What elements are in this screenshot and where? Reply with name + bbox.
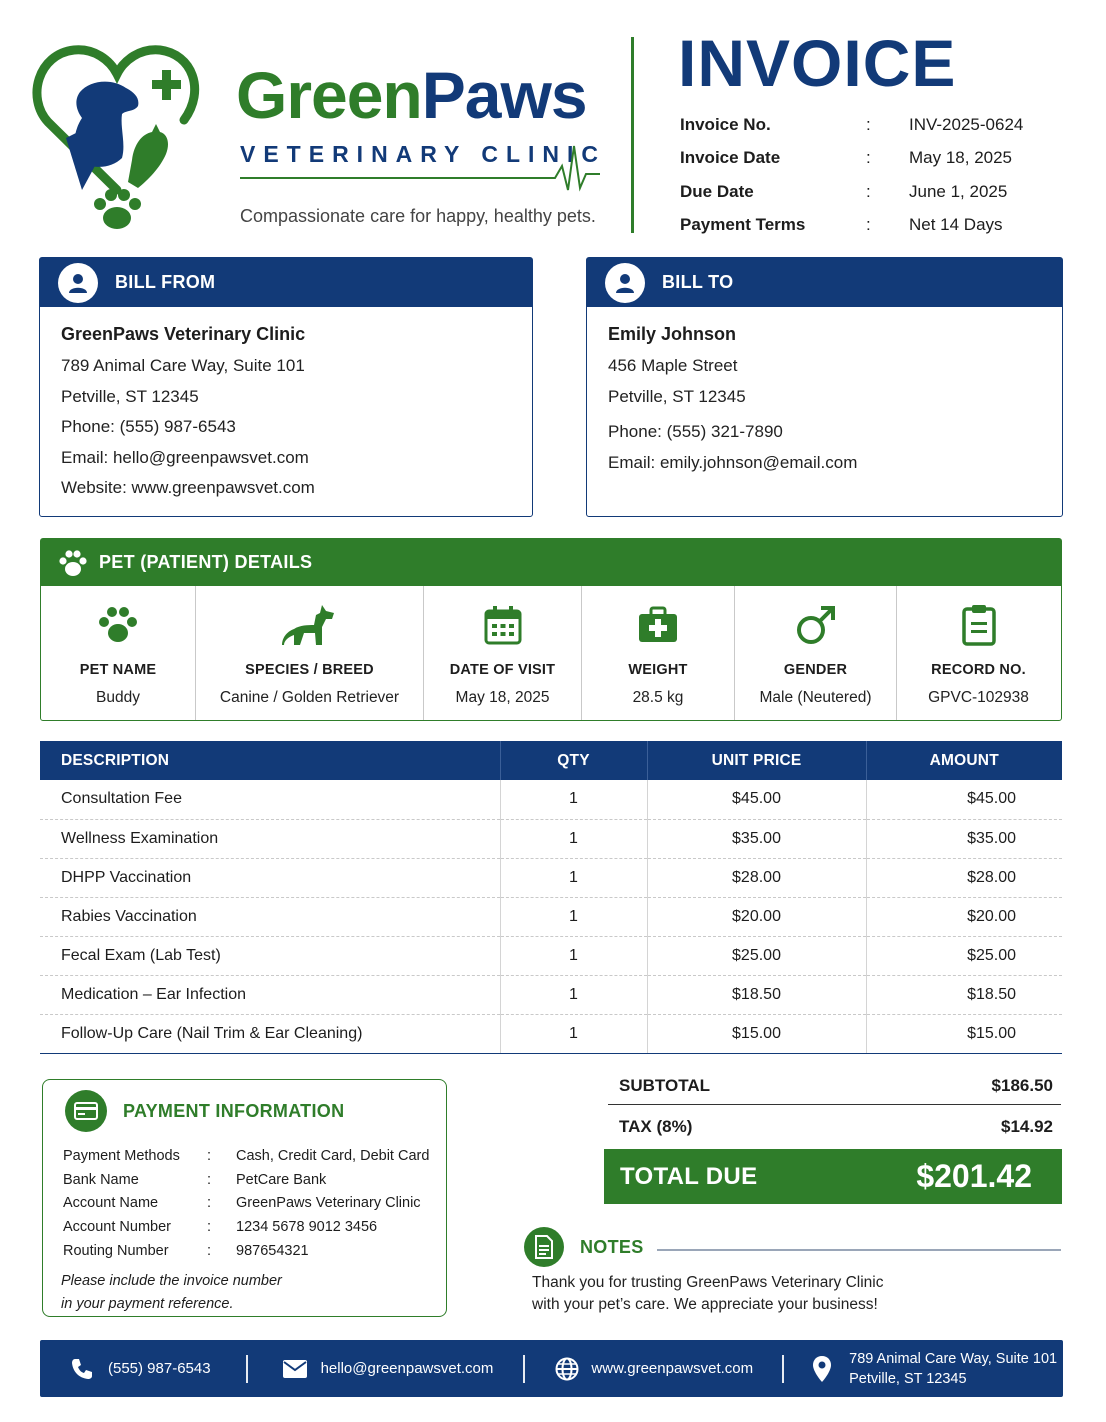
footer-website <box>555 1357 753 1381</box>
footer-phone <box>70 1357 211 1381</box>
item-description: Rabies Vaccination <box>40 897 500 936</box>
notes-header <box>524 1227 644 1267</box>
bill-to-line: Email: emily.johnson@email.com <box>608 452 858 472</box>
bill-to-header <box>587 258 1062 307</box>
item-qty: 1 <box>500 975 647 1014</box>
notes-text <box>532 1272 952 1316</box>
table-row <box>40 858 1062 897</box>
calendar-icon <box>484 605 522 645</box>
clipboard-icon <box>962 604 996 646</box>
invoice-number-row <box>680 108 1080 142</box>
footer-separator <box>523 1355 525 1383</box>
tax-label: TAX (8%) <box>619 1117 693 1136</box>
pet-field-value: 28.5 kg <box>632 689 684 706</box>
table-row <box>40 975 1062 1014</box>
globe-icon <box>555 1357 579 1381</box>
item-unit-price: $15.00 <box>647 1014 866 1053</box>
payment-terms-row <box>680 209 1080 243</box>
payment-colon: : <box>207 1171 212 1188</box>
column-header-description: DESCRIPTION <box>40 741 500 780</box>
pet-field-species <box>196 586 424 720</box>
item-qty: 1 <box>500 897 647 936</box>
item-unit-price: $18.50 <box>647 975 866 1014</box>
bill-from-line: Petville, ST 12345 <box>61 386 199 406</box>
bill-to-name: Emily Johnson <box>608 324 737 344</box>
payment-colon: : <box>207 1242 212 1259</box>
pet-details-header <box>41 539 1061 586</box>
meta-colon: : <box>866 215 871 235</box>
pet-details-box <box>40 538 1062 721</box>
heartbeat-line-icon <box>240 138 600 198</box>
brand-name <box>236 58 587 132</box>
payment-value: GreenPaws Veterinary Clinic <box>236 1195 421 1212</box>
meta-label: Invoice Date <box>680 148 781 168</box>
clinic-logo-icon <box>30 40 205 230</box>
invoice-date-row <box>680 142 1080 176</box>
pet-field-date <box>424 586 582 720</box>
bill-from-body <box>40 307 532 508</box>
payment-row <box>63 1144 446 1168</box>
payment-note <box>43 1270 446 1316</box>
payment-row <box>63 1168 446 1192</box>
bill-from-line: 789 Animal Care Way, Suite 101 <box>61 356 305 375</box>
payment-info-header <box>43 1080 446 1132</box>
footer-address-line: Petville, ST 12345 <box>849 1370 967 1387</box>
payment-note-line: in your payment reference. <box>61 1296 234 1313</box>
bill-from-header <box>40 258 532 307</box>
payment-row <box>63 1215 446 1239</box>
payment-value: PetCare Bank <box>236 1171 327 1188</box>
user-icon <box>58 263 98 303</box>
column-header-unit-price: UNIT PRICE <box>647 741 866 780</box>
payment-value: 1234 5678 9012 3456 <box>236 1218 378 1235</box>
meta-value: INV-2025-0624 <box>909 114 1024 134</box>
meta-value: June 1, 2025 <box>909 181 1008 201</box>
item-qty: 1 <box>500 936 647 975</box>
footer-website-text[interactable]: www.greenpawsvet.com <box>591 1360 754 1377</box>
brand-name-green: Green <box>236 58 422 132</box>
item-qty: 1 <box>500 780 647 819</box>
bill-from-line: Phone: (555) 987-6543 <box>61 417 236 436</box>
bill-from-name: GreenPaws Veterinary Clinic <box>61 324 306 344</box>
column-header-amount: AMOUNT <box>866 741 1062 780</box>
item-unit-price: $28.00 <box>647 858 866 897</box>
payment-info-title: PAYMENT INFORMATION <box>123 1100 345 1121</box>
payment-label: Bank Name <box>63 1171 139 1188</box>
notes-line-text: Thank you for trusting GreenPaws Veterinary Clinic <box>532 1274 884 1291</box>
bill-to-line: 456 Maple Street <box>608 356 738 375</box>
item-unit-price: $35.00 <box>647 819 866 858</box>
invoice-title: INVOICE <box>678 26 957 100</box>
subtotal-label: SUBTOTAL <box>619 1075 710 1095</box>
payment-colon: : <box>207 1147 212 1164</box>
meta-label: Payment Terms <box>680 215 806 235</box>
table-row <box>40 936 1062 975</box>
payment-value: 987654321 <box>236 1242 309 1259</box>
payment-info-rows <box>43 1132 446 1262</box>
footer-email-text[interactable]: hello@greenpawsvet.com <box>320 1360 494 1377</box>
meta-value: May 18, 2025 <box>909 148 1013 168</box>
payment-label: Routing Number <box>63 1242 169 1259</box>
total-due-label: TOTAL DUE <box>620 1162 758 1190</box>
item-amount: $28.00 <box>866 858 1062 897</box>
payment-label: Payment Methods <box>63 1147 180 1164</box>
meta-label: Due Date <box>680 181 754 201</box>
notes-title: NOTES <box>580 1236 644 1257</box>
table-row <box>40 819 1062 858</box>
pet-field-name <box>41 586 196 720</box>
medical-kit-icon <box>638 606 678 644</box>
item-description: Follow-Up Care (Nail Trim & Ear Cleaning) <box>40 1014 500 1053</box>
payment-label: Account Number <box>63 1218 171 1235</box>
invoice-meta <box>680 108 1080 242</box>
total-due-bar <box>604 1149 1062 1204</box>
column-header-qty: QTY <box>500 741 647 780</box>
subtotal-value: $186.50 <box>991 1075 1053 1095</box>
item-unit-price: $45.00 <box>647 780 866 819</box>
pet-field-label: GENDER <box>783 662 848 678</box>
item-amount: $20.00 <box>866 897 1062 936</box>
pet-field-record <box>897 586 1060 720</box>
footer-phone-text[interactable]: (555) 987-6543 <box>108 1360 211 1377</box>
bill-to-body <box>587 307 1062 482</box>
pet-field-label: SPECIES / BREED <box>245 662 374 678</box>
footer-address <box>812 1349 1057 1389</box>
paw-icon <box>97 605 139 645</box>
item-qty: 1 <box>500 819 647 858</box>
footer-address-line: 789 Animal Care Way, Suite 101 <box>849 1350 1058 1367</box>
payment-row <box>63 1191 446 1215</box>
meta-value: Net 14 Days <box>909 215 1003 235</box>
bill-to-title: BILL TO <box>662 272 734 292</box>
pet-field-value: May 18, 2025 <box>455 689 550 706</box>
bill-from-line: Email: hello@greenpawsvet.com <box>61 447 309 467</box>
male-symbol-icon <box>795 604 837 646</box>
tax-value: $14.92 <box>1001 1117 1053 1136</box>
meta-label: Invoice No. <box>680 114 771 134</box>
payment-colon: : <box>207 1218 212 1235</box>
tax-row <box>608 1108 1061 1146</box>
brand-name-blue: Paws <box>421 58 587 132</box>
bill-from-box <box>39 257 533 517</box>
item-qty: 1 <box>500 1014 647 1053</box>
paw-icon <box>57 548 89 578</box>
pet-details-grid <box>41 586 1061 720</box>
pet-field-value: Canine / Golden Retriever <box>219 689 400 706</box>
item-amount: $15.00 <box>866 1014 1062 1053</box>
brand-subtitle: VETERINARY CLINIC <box>240 141 607 167</box>
line-items-table <box>40 741 1062 1054</box>
footer-separator <box>782 1355 784 1383</box>
payment-note-line: Please include the invoice number <box>61 1273 282 1290</box>
item-unit-price: $20.00 <box>647 897 866 936</box>
bill-to-line: Phone: (555) 321-7890 <box>608 422 783 441</box>
due-date-row <box>680 175 1080 209</box>
item-unit-price: $25.00 <box>647 936 866 975</box>
footer-bar <box>40 1340 1063 1397</box>
location-pin-icon <box>812 1355 832 1383</box>
bill-from-title: BILL FROM <box>115 272 216 292</box>
payment-colon: : <box>207 1195 212 1212</box>
pet-field-label: DATE OF VISIT <box>449 662 556 678</box>
notes-divider <box>657 1249 1061 1251</box>
item-description: Wellness Examination <box>40 819 500 858</box>
pet-field-value: Buddy <box>96 689 140 706</box>
header-divider <box>631 37 634 233</box>
item-description: Fecal Exam (Lab Test) <box>40 936 500 975</box>
brand-tagline: Compassionate care for happy, healthy pets. <box>240 206 596 226</box>
pet-field-label: WEIGHT <box>628 662 688 678</box>
table-row <box>40 780 1062 819</box>
credit-card-icon <box>65 1090 107 1132</box>
subtotal-row <box>608 1067 1061 1105</box>
payment-info-box <box>42 1079 447 1317</box>
table-row <box>40 897 1062 936</box>
meta-colon: : <box>866 114 871 134</box>
pet-field-label: PET NAME <box>79 662 157 678</box>
bill-to-line: Petville, ST 12345 <box>608 386 746 406</box>
item-qty: 1 <box>500 858 647 897</box>
pet-field-label: RECORD NO. <box>931 662 1026 678</box>
item-description: Medication – Ear Infection <box>40 975 500 1014</box>
payment-label: Account Name <box>63 1195 159 1212</box>
notes-line-text: with your pet’s care. We appreciate your business! <box>532 1296 878 1313</box>
meta-colon: : <box>866 181 871 201</box>
item-amount: $35.00 <box>866 819 1062 858</box>
pet-field-value: GPVC-102938 <box>928 689 1029 706</box>
table-row <box>40 1014 1062 1053</box>
bill-from-line: Website: www.greenpawsvet.com <box>61 478 315 497</box>
item-amount: $18.50 <box>866 975 1062 1014</box>
item-amount: $25.00 <box>866 936 1062 975</box>
user-icon <box>605 263 645 303</box>
pet-field-gender <box>735 586 897 720</box>
meta-colon: : <box>866 148 871 168</box>
footer-separator <box>246 1355 248 1383</box>
phone-icon <box>70 1357 94 1381</box>
pet-field-value: Male (Neutered) <box>759 689 872 706</box>
document-icon <box>524 1227 564 1267</box>
item-description: DHPP Vaccination <box>40 858 500 897</box>
item-description: Consultation Fee <box>40 780 500 819</box>
pet-field-weight <box>582 586 735 720</box>
dog-icon <box>282 603 338 647</box>
envelope-icon <box>282 1359 308 1379</box>
payment-value: Cash, Credit Card, Debit Card <box>236 1147 430 1164</box>
footer-email <box>282 1359 494 1379</box>
total-due-value: $201.42 <box>916 1158 1032 1194</box>
footer-address-text <box>849 1349 1057 1389</box>
payment-row <box>63 1239 446 1263</box>
bill-to-box <box>586 257 1063 517</box>
table-header-row <box>40 741 1062 780</box>
item-amount: $45.00 <box>866 780 1062 819</box>
pet-details-title: PET (PATIENT) DETAILS <box>99 552 313 572</box>
